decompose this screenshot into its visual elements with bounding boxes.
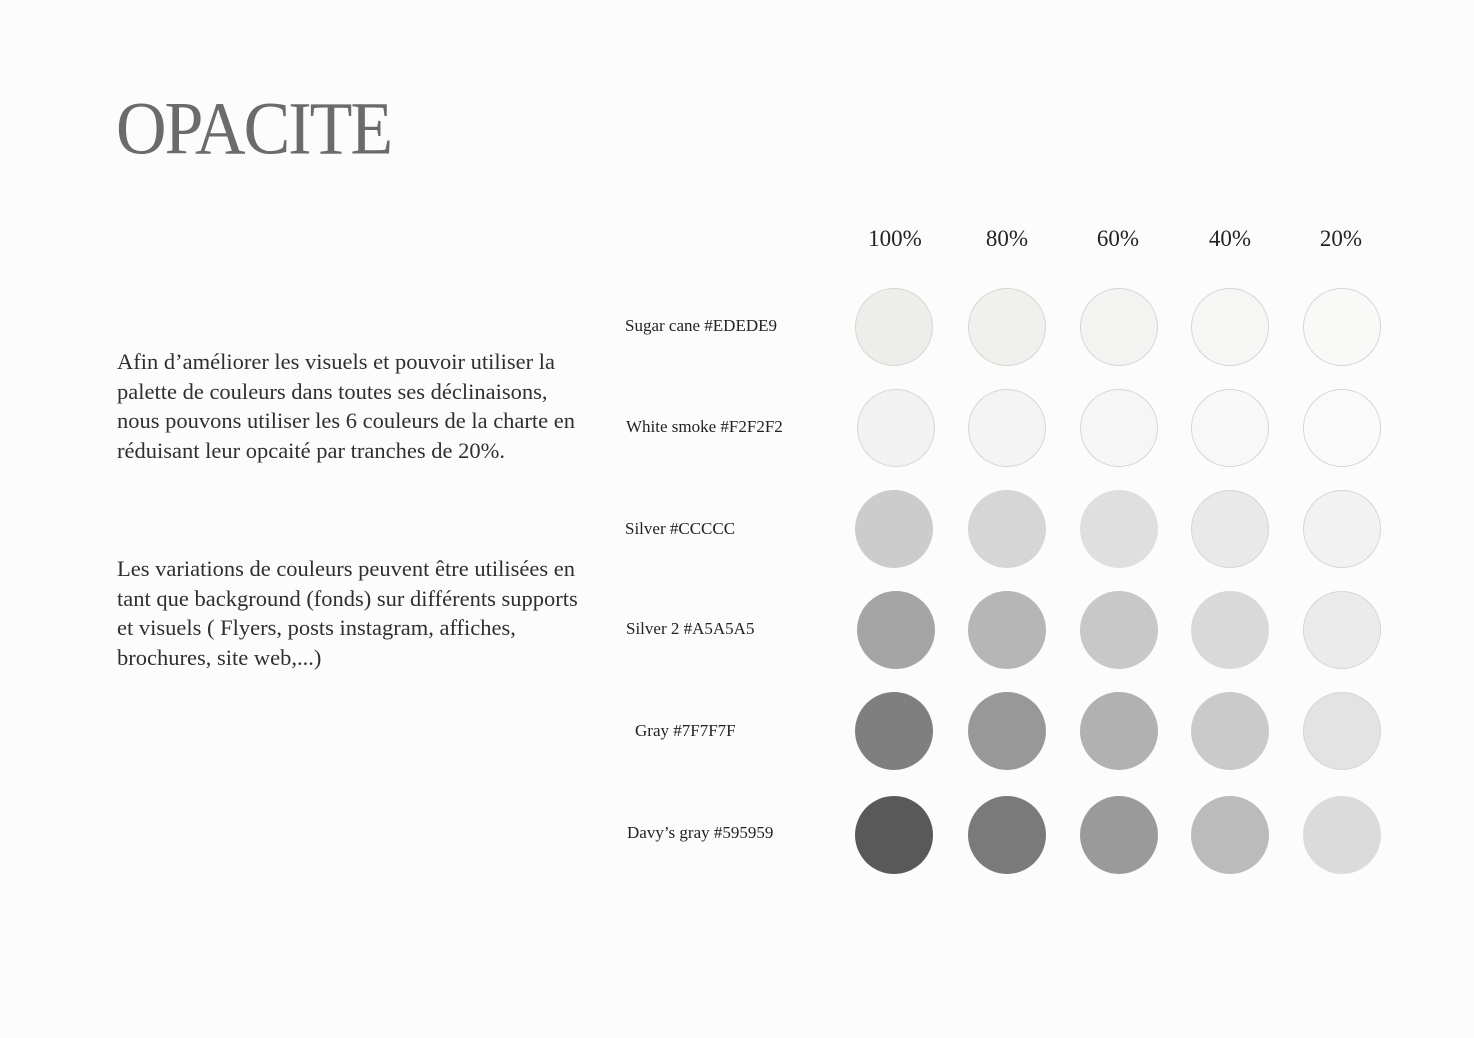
color-swatch [857, 591, 935, 669]
color-swatch [855, 692, 933, 770]
color-swatch [1191, 389, 1269, 467]
color-swatch [968, 591, 1046, 669]
color-swatch [1191, 490, 1269, 568]
color-swatch [1303, 288, 1381, 366]
color-swatch [1303, 591, 1381, 669]
opacity-label-40: 40% [1208, 226, 1252, 251]
opacity-label-20: 20% [1319, 226, 1363, 251]
color-swatch [968, 288, 1046, 366]
color-swatch [855, 796, 933, 874]
usage-paragraph: Les variations de couleurs peuvent être utilisées en tant que background (fonds) sur différents supports et visuels ( Flyers, posts instagram, affiches, brochures, site web,...) [117, 556, 578, 670]
color-swatch [1303, 796, 1381, 874]
opacity-label-80: 80% [985, 226, 1029, 251]
color-swatch [855, 490, 933, 568]
color-swatch [1191, 591, 1269, 669]
color-swatch [1080, 389, 1158, 467]
color-label: Gray #7F7F7F [635, 721, 736, 740]
color-swatch [968, 389, 1046, 467]
opacity-header [0, 226, 1474, 260]
intro-paragraph: Afin d’améliorer les visuels et pouvoir utiliser la palette de couleurs dans toutes ses déclinaisons, nous pouvons utiliser les 6 couleurs de la charte en réduisant leur opcaité par tranches de 20%. [117, 349, 576, 463]
color-row-silver-2 [0, 591, 1474, 681]
color-row-gray [0, 692, 1474, 782]
color-label: Davy’s gray #595959 [627, 823, 774, 842]
color-swatch [1080, 796, 1158, 874]
color-swatch [1080, 288, 1158, 366]
color-swatch [1080, 692, 1158, 770]
color-swatch [855, 288, 933, 366]
color-swatch [1303, 490, 1381, 568]
color-swatch [968, 692, 1046, 770]
page-title: OPACITE [116, 87, 392, 171]
color-swatch [1303, 692, 1381, 770]
color-swatch [1191, 692, 1269, 770]
color-swatch [857, 389, 935, 467]
color-row-silver [0, 490, 1474, 580]
color-label: Sugar cane #EDEDE9 [625, 316, 778, 335]
opacity-label-100: 100% [868, 226, 922, 251]
color-row-white-smoke [0, 389, 1474, 479]
color-label: White smoke #F2F2F2 [626, 417, 783, 436]
color-swatch [968, 796, 1046, 874]
color-swatch [1191, 288, 1269, 366]
opacity-label-60: 60% [1096, 226, 1140, 251]
color-label: Silver #CCCCC [625, 519, 736, 538]
color-row-sugar-cane [0, 288, 1474, 378]
color-swatch [1080, 591, 1158, 669]
color-swatch [1191, 796, 1269, 874]
color-swatch [968, 490, 1046, 568]
color-swatch [1303, 389, 1381, 467]
color-label: Silver 2 #A5A5A5 [626, 619, 755, 638]
color-row-davys-gray [0, 796, 1474, 886]
color-swatch [1080, 490, 1158, 568]
